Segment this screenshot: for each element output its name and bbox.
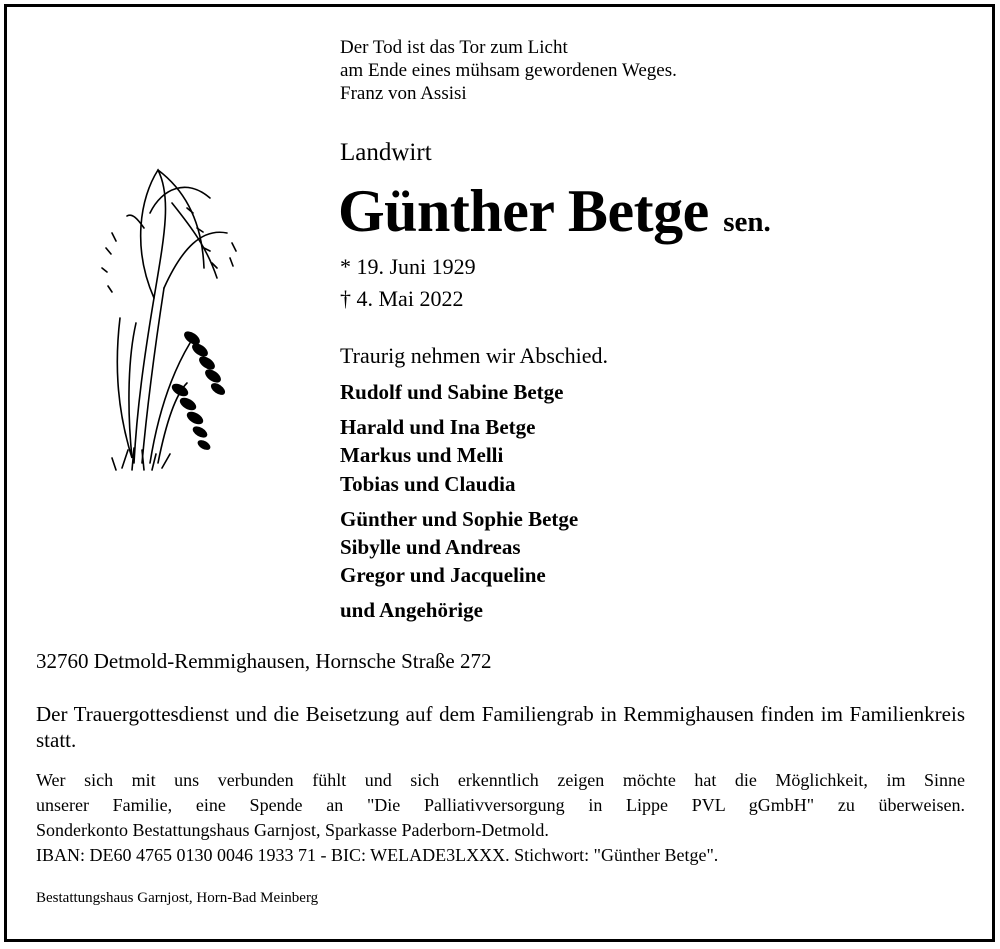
- donation-line-1: Wer sich mit uns verbunden fühlt und sich erkenntlich zeigen möchte hat die Möglichkeit, im Sinne: [36, 770, 965, 790]
- quote-line-1: Der Tod ist das Tor zum Licht: [340, 37, 568, 58]
- quote-author: Franz von Assisi: [340, 83, 467, 104]
- family-member: Harald und Ina Betge: [340, 415, 536, 439]
- deceased-name: Günther Betge: [338, 178, 709, 244]
- family-member: Gregor und Jacqueline: [340, 563, 546, 587]
- donation-line-2: unserer Familie, eine Spende an "Die Palliativversorgung in Lippe PVL gGmbH" zu überweisen.: [36, 795, 965, 815]
- undertaker: Bestattungshaus Garnjost, Horn-Bad Meinberg: [36, 890, 319, 906]
- donation-notice: [36, 768, 965, 868]
- donation-line-4: IBAN: DE60 4765 0130 0046 1933 71 - BIC: WELADE3LXXX. Stichwort: "Günther Betge".: [36, 845, 719, 865]
- name-suffix: sen.: [723, 206, 771, 238]
- family-member: und Angehörige: [340, 598, 483, 622]
- donation-line-3: Sonderkonto Bestattungshaus Garnjost, Sparkasse Paderborn-Detmold.: [36, 820, 549, 840]
- death-date: † 4. Mai 2022: [340, 286, 464, 311]
- occupation: Landwirt: [340, 139, 432, 166]
- family-member: Rudolf und Sabine Betge: [340, 380, 564, 404]
- family-member: Günther und Sophie Betge: [340, 507, 579, 531]
- address: 32760 Detmold-Remmighausen, Hornsche Straße 272: [36, 649, 492, 673]
- quote-line-2: am Ende eines mühsam gewordenen Weges.: [340, 60, 677, 81]
- quote-block: [340, 36, 677, 105]
- family-member: Tobias und Claudia: [340, 472, 516, 496]
- service-notice: Der Trauergottesdienst und die Beisetzung auf dem Familiengrab in Remmighausen finden im Familienkreis statt.: [36, 702, 965, 752]
- family-member: Markus und Melli: [340, 443, 504, 467]
- birth-date: * 19. Juni 1929: [340, 254, 476, 279]
- family-member: Sibylle und Andreas: [340, 535, 521, 559]
- wheat-sheaf-drawing: [92, 158, 242, 478]
- deceased-name-block: [338, 172, 771, 261]
- mourning-text: Traurig nehmen wir Abschied.: [340, 343, 609, 368]
